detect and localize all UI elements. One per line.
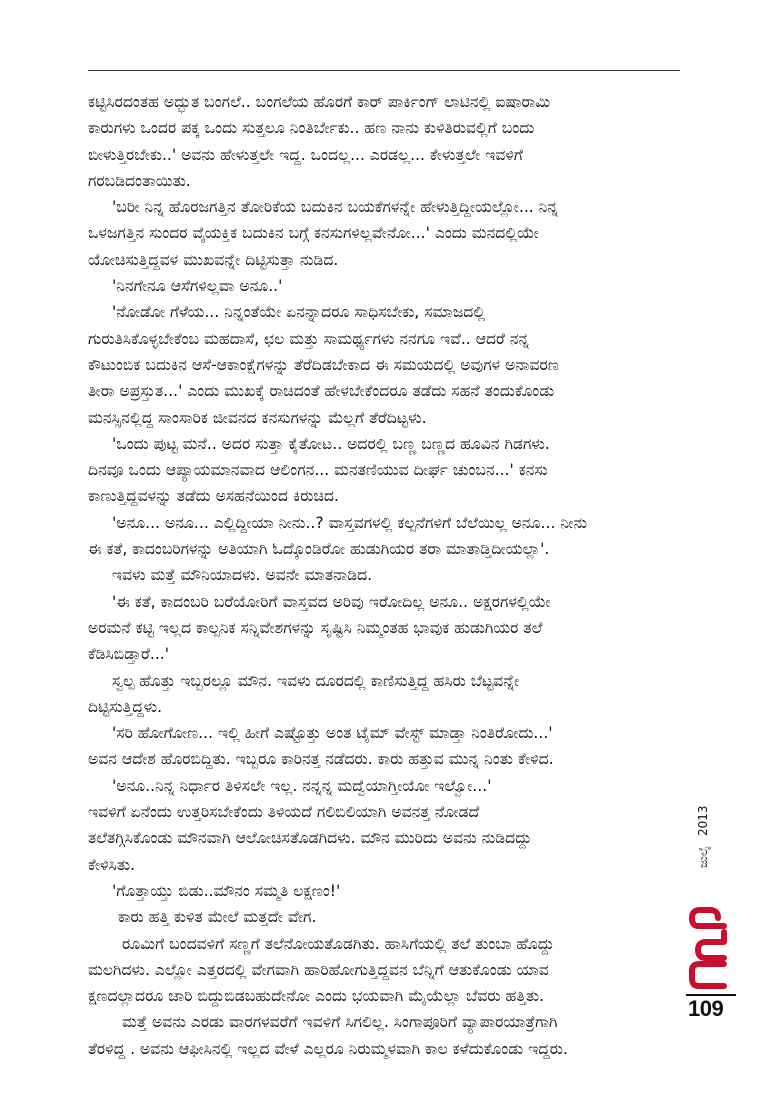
text-line: 'ನೋಡೋ ಗೆಳೆಯ... ನಿನ್ನಂತೆಯೇ ಏನನ್ನಾದರೂ ಸಾಧಿಸಬೇಕು, ಸಮಾಜದಲ್ಲಿ bbox=[112, 303, 486, 322]
text-line: ಅವನ ಆದೇಶ ಹೊರಬಿದ್ದಿತು. ಇಬ್ಬರೂ ಕಾರಿನತ್ತ ನಡೆದರು. ಕಾರು ಹತ್ತುವ ಮುನ್ನ ನಿಂತು ಕೇಳಿದ. bbox=[88, 750, 554, 769]
text-line: ಕಾರುಗಳು ಒಂದರ ಪಕ್ಕ ಒಂದು ಸುತ್ತಲೂ ನಿಂತಿರ್ಬೇಕು.. ಹಣ ನಾನು ಕುಳಿತಿರುವಲ್ಲಿಗೆ ಬಂದು bbox=[88, 119, 535, 138]
magazine-footer bbox=[688, 802, 732, 992]
issue-year: 2013 bbox=[696, 805, 710, 836]
text-line: ಇವಳಿಗೆ ಏನೆಂದು ಉತ್ತರಿಸಬೇಕೆಂದು ತಿಳಿಯದೆ ಗಲಿಬಿಲಿಯಾಗಿ ಅವನತ್ತ ನೋಡದೆ bbox=[88, 803, 480, 822]
text-line: ಮನಸ್ಸಿನಲ್ಲಿದ್ದ ಸಾಂಸಾರಿಕ ಜೀವನದ ಕನಸುಗಳನ್ನು ಮೆಲ್ಲಗೆ ತೆರೆದಿಟ್ಟಳು. bbox=[88, 408, 427, 427]
text-line: 'ಗೊತ್ತಾಯ್ತು ಬಿಡು..ಮೌನಂ ಸಮ್ಮತಿ ಲಕ್ಷಣಂ!' bbox=[112, 881, 341, 900]
text-line: ಮಲಗಿದಳು. ಎಲ್ಲೋ ಎತ್ತರದಲ್ಲಿ ವೇಗವಾಗಿ ಹಾರಿಹೋಗುತ್ತಿದ್ದವನ ಬೆನ್ನಿಗೆ ಆತುಕೊಂಡು ಯಾವ bbox=[88, 960, 549, 979]
text-line: ರೂಮಿಗೆ ಬಂದವಳಿಗೆ ಸಣ್ಣಗೆ ತಲೆನೋಯತೊಡಗಿತು. ಹಾಸಿಗೆಯಲ್ಲಿ ತಲೆ ತುಂಬಾ ಹೊದ್ದು bbox=[122, 934, 555, 953]
text-line: ಕೆಡಿಸಿಬಿಡ್ತಾರೆ...' bbox=[88, 645, 170, 664]
text-line: ಮತ್ತೆ ಅವನು ಎರಡು ವಾರಗಳವರೆಗೆ ಇವಳಿಗೆ ಸಿಗಲಿಲ್ಲ. ಸಿಂಗಾಪೂರಿಗೆ ವ್ಯಾಪಾರಯಾತ್ರೆಗಾಗಿ bbox=[122, 1013, 558, 1032]
text-line: ಗರಬಡಿದಂತಾಯಿತು. bbox=[88, 171, 191, 190]
text-line: ತೆರಳಿದ್ದ . ಅವನು ಆಫೀಸಿನಲ್ಲಿ ಇಲ್ಲದ ವೇಳೆ ಎಲ್ಲರೂ ನಿರುಮ್ಮಳವಾಗಿ ಕಾಲ ಕಳೆದುಕೊಂಡು ಇದ್ದರು. bbox=[88, 1039, 568, 1058]
text-line: ಕೌಟುಂಬಿಕ ಬದುಕಿನ ಆಸೆ-ಆಕಾಂಕ್ಷೆಗಳನ್ನು ತೆರೆದಿಡಬೇಕಾದ ಈ ಸಮಯದಲ್ಲಿ ಅವುಗಳ ಅನಾವರಣ bbox=[88, 355, 559, 374]
text-line: ದಿಟ್ಟಿಸುತ್ತಿದ್ದಳು. bbox=[88, 697, 163, 716]
text-line: 'ಬರೀ ನಿನ್ನ ಹೊರಜಗತ್ತಿನ ತೋರಿಕೆಯ ಬದುಕಿನ ಬಯಕೆಗಳನ್ನೇ ಹೇಳುತ್ತಿದ್ದೀಯಲ್ಲೋ... ನಿನ್ನ bbox=[112, 198, 559, 217]
text-line: ತೀರಾ ಅಪ್ರಸ್ತುತ...' ಎಂದು ಮುಖಕ್ಕೆ ರಾಚಿದಂತೆ ಹೇಳಬೇಕೆಂದರೂ ತಡೆದು ಸಹನೆ ತಂದುಕೊಂಡು bbox=[88, 382, 555, 401]
text-line: ಕಟ್ಟಿಸಿರದಂತಹ ಅದ್ಭುತ ಬಂಗಲೆ.. ಬಂಗಲೆಯ ಹೊರಗೆ ಕಾರ್ ಪಾರ್ಕಿಂಗ್ ಲಾಟಿನಲ್ಲಿ ಐಷಾರಾಮಿ bbox=[88, 93, 551, 111]
page-number: 109 bbox=[688, 996, 724, 1021]
text-line: 'ನಿನಗೇನೂ ಆಸೆಗಳಿಲ್ಲವಾ ಅನೂ..' bbox=[112, 277, 283, 296]
text-line: ಅರಮನೆ ಕಟ್ಟಿ ಇಲ್ಲದ ಕಾಲ್ಪನಿಕ ಸನ್ನಿವೇಶಗಳನ್ನು ಸೃಷ್ಟಿಸಿ ನಿಮ್ಮಂತಹ ಭಾವುಕ ಹುಡುಗಿಯರ ತಲೆ bbox=[88, 618, 543, 637]
text-line: ಬೀಳುತ್ತಿರಬೇಕು..' ಅವನು ಹೇಳುತ್ತಲೇ ಇದ್ದ. ಒಂದಲ್ಲ... ಎರಡಲ್ಲ... ಕೇಳುತ್ತಲೇ ಇವಳಿಗೆ bbox=[88, 145, 523, 164]
text-line: 'ಒಂದು ಪುಟ್ಟ ಮನೆ.. ಅದರ ಸುತ್ತಾ ಕೈತೋಟ.. ಅದರಲ್ಲಿ ಬಣ್ಣ ಬಣ್ಣದ ಹೂವಿನ ಗಿಡಗಳು. bbox=[112, 434, 550, 453]
top-rule bbox=[88, 70, 680, 71]
text-line: 'ಅನೂ..ನಿನ್ನ ನಿರ್ಧಾರ ತಿಳಿಸಲೇ ಇಲ್ಲ. ನನ್ನನ್ನ ಮದ್ವೆಯಾಗ್ತೀಯೋ ಇಲ್ವೋ...' bbox=[112, 776, 492, 795]
text-line: ತಲೆತಗ್ಗಿಸಿಕೊಂಡು ಮೌನವಾಗಿ ಆಲೋಚಿಸತೊಡಗಿದಳು. ಮೌನ ಮುರಿದು ಅವನು ನುಡಿದದ್ದು bbox=[88, 829, 532, 848]
text-line: 'ಈ ಕತೆ, ಕಾದಂಬರಿ ಬರೆಯೋರಿಗೆ ವಾಸ್ತವದ ಅರಿವು ಇರೋದಿಲ್ಲ ಅನೂ.. ಅಕ್ಷರಗಳಲ್ಲಿಯೇ bbox=[112, 592, 551, 611]
article-body bbox=[88, 89, 680, 1062]
text-line: 'ಅನೂ... ಅನೂ... ಎಲ್ಲಿದ್ದೀಯಾ ನೀನು..? ವಾಸ್ತವಗಳಲ್ಲಿ ಕಲ್ಪನೆಗಳಿಗೆ ಬೆಲೆಯಿಲ್ಲ ಅನೂ... ನೀನು bbox=[112, 513, 588, 532]
text-line: ಕಾಣುತ್ತಿದ್ದವಳನ್ನು ತಡೆದು ಅಸಹನೆಯಿಂದ ಕಿರುಚಿದ. bbox=[88, 487, 339, 506]
text-line: ಕ್ಷಣದಲ್ಲಾದರೂ ಜಾರಿ ಬಿದ್ದುಬಿಡಬಹುದೇನೋ ಎಂದು ಭಯವಾಗಿ ಮೈಯೆಲ್ಲಾ ಬೆವರು ಹತ್ತಿತು. bbox=[88, 987, 545, 1006]
text-line: ಗುರುತಿಸಿಕೊಳ್ಳಬೇಕೆಂಬ ಮಹದಾಸೆ, ಛಲ ಮತ್ತು ಸಾಮರ್ಥ್ಯಗಳು ನನಗೂ ಇವೆ.. ಆದರೆ ನನ್ನ bbox=[88, 329, 530, 348]
mayura-logo-icon bbox=[688, 902, 732, 992]
text-line: ದಿನವೂ ಒಂದು ಆಪ್ಯಾಯಮಾನವಾದ ಆಲಿಂಗನ... ಮನತಣಿಯುವ ದೀರ್ಘ ಚುಂಬನ...' ಕನಸು bbox=[88, 461, 548, 480]
text-line: ಇವಳು ಮತ್ತೆ ಮೌನಿಯಾದಳು. ಅವನೇ ಮಾತನಾಡಿದ. bbox=[112, 566, 373, 585]
text-line: ಸ್ವಲ್ಪ ಹೊತ್ತು ಇಬ್ಬರಲ್ಲೂ ಮೌನ. ಇವಳು ದೂರದಲ್ಲಿ ಕಾಣಿಸುತ್ತಿದ್ದ ಹಸಿರು ಬೆಟ್ಟವನ್ನೇ bbox=[112, 671, 520, 690]
text-line: ಯೋಚಿಸುತ್ತಿದ್ದವಳ ಮುಖವನ್ನೇ ದಿಟ್ಟಿಸುತ್ತಾ ನುಡಿದ. bbox=[88, 250, 339, 269]
text-line: ಒಳಜಗತ್ತಿನ ಸುಂದರ ವೈಯಕ್ತಿಕ ಬದುಕಿನ ಬಗ್ಗೆ ಕನಸುಗಳಿಲ್ಲವೇನೋ...' ಎಂದು ಮನದಲ್ಲಿಯೇ bbox=[88, 224, 539, 243]
magazine-logo bbox=[688, 902, 732, 992]
text-line: ಕಾರು ಹತ್ತಿ ಕುಳಿತ ಮೇಲೆ ಮತ್ತದೇ ವೇಗ. bbox=[118, 908, 317, 927]
text-line: ಕೇಳಿಸಿತು. bbox=[88, 855, 136, 874]
issue-month: ಜುಲೈ bbox=[696, 845, 710, 868]
text-line: 'ಸರಿ ಹೋಗೋಣ... ಇಲ್ಲಿ ಹೀಗೆ ಎಷ್ಟೊತ್ತು ಅಂತ ಟೈಮ್ ವೇಸ್ಟ್ ಮಾಡ್ತಾ ನಿಂತಿರೋದು...' bbox=[112, 724, 553, 743]
text-line: ಈ ಕತೆ, ಕಾದಂಬರಿಗಳನ್ನು ಅತಿಯಾಗಿ ಓದ್ಕೊಂಡಿರೋ ಹುಡುಗಿಯರ ತರಾ ಮಾತಾಡ್ತಿದೀಯಲ್ಲಾ'. bbox=[88, 540, 550, 559]
